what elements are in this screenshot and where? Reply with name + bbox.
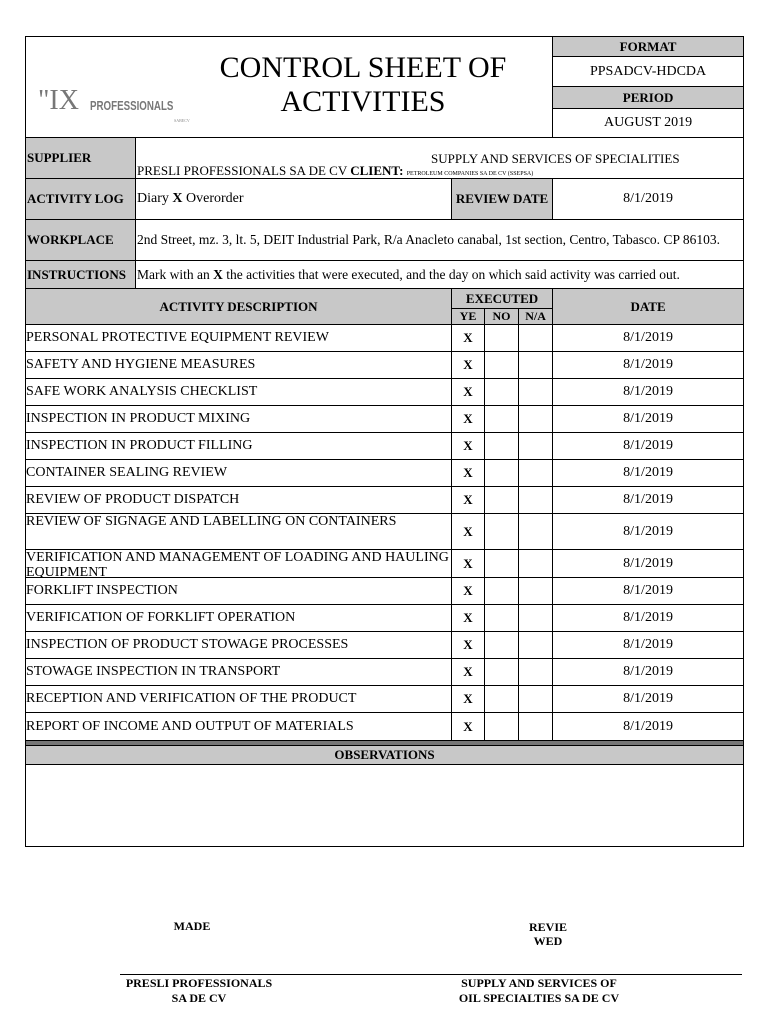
- yes-cell: X: [452, 352, 485, 379]
- company-logo-text: PROFESSIONALS: [90, 98, 174, 113]
- na-cell: [519, 550, 553, 578]
- activity-date: 8/1/2019: [553, 550, 744, 578]
- supplier-name-text: PRESLI PROFESSIONALS SA DE CV: [137, 163, 347, 178]
- instructions-post: the activities that were executed, and the day on which said activity was carried out.: [226, 266, 680, 282]
- diary-text: Diary: [137, 191, 169, 206]
- na-cell: [519, 686, 553, 713]
- activity-date: 8/1/2019: [553, 514, 744, 550]
- activity-log-label: ACTIVITY LOG: [26, 179, 136, 220]
- overorder-text: Overorder: [186, 191, 244, 206]
- no-cell: [485, 686, 519, 713]
- date-header: DATE: [553, 289, 744, 325]
- no-cell: [485, 325, 519, 352]
- activity-description: INSPECTION IN PRODUCT FILLING: [26, 433, 452, 460]
- table-row: [26, 406, 744, 433]
- no-cell: [485, 550, 519, 578]
- executed-header: EXECUTED: [452, 289, 553, 309]
- no-cell: [485, 406, 519, 433]
- activity-description: FORKLIFT INSPECTION: [26, 578, 452, 605]
- table-row: [26, 460, 744, 487]
- na-cell: [519, 379, 553, 406]
- format-label: FORMAT: [553, 37, 744, 57]
- table-row: [26, 550, 744, 578]
- no-header: NO: [485, 309, 519, 325]
- observations-field[interactable]: [26, 765, 744, 847]
- table-row: [26, 325, 744, 352]
- activity-date: 8/1/2019: [553, 406, 744, 433]
- table-row: [26, 713, 744, 741]
- client-label: CLIENT:: [350, 163, 404, 178]
- activity-description: VERIFICATION AND MANAGEMENT OF LOADING AND HAULING EQUIPMENT: [26, 550, 449, 580]
- table-row: [26, 605, 744, 632]
- instructions-pre: Mark with an: [137, 266, 210, 282]
- na-cell: [519, 352, 553, 379]
- na-cell: [519, 659, 553, 686]
- table-row: [26, 379, 744, 406]
- activity-description: REVIEW OF SIGNAGE AND LABELLING ON CONTAINERS: [26, 514, 452, 550]
- period-value: AUGUST 2019: [553, 109, 744, 138]
- control-sheet-table: [25, 36, 744, 847]
- activity-description: INSPECTION OF PRODUCT STOWAGE PROCESSES: [26, 632, 452, 659]
- yes-cell: X: [452, 659, 485, 686]
- activity-date: 8/1/2019: [553, 578, 744, 605]
- supplier-service: SUPPLY AND SERVICES OF SPECIALITIES: [431, 151, 680, 166]
- no-cell: [485, 713, 519, 741]
- made-signatory: [110, 976, 288, 1006]
- activity-date: 8/1/2019: [553, 433, 744, 460]
- table-row: [26, 659, 744, 686]
- company-logo: "IX: [38, 85, 79, 116]
- no-cell: [485, 632, 519, 659]
- activity-description: REVIEW OF PRODUCT DISPATCH: [26, 487, 452, 514]
- observations-label: OBSERVATIONS: [26, 746, 744, 765]
- review-date-value: 8/1/2019: [553, 179, 744, 220]
- na-header: N/A: [519, 309, 553, 325]
- activity-date: 8/1/2019: [553, 713, 744, 741]
- na-cell: [519, 514, 553, 550]
- diary-mark: X: [172, 191, 183, 206]
- yes-cell: X: [452, 487, 485, 514]
- yes-cell: X: [452, 325, 485, 352]
- instructions-mark: X: [213, 266, 223, 282]
- header-area: [26, 37, 552, 137]
- workplace-value: 2nd Street, mz. 3, lt. 5, DEIT Industrial Park, R/a Anacleto canabal, 1st section, Centro, Tabasco. CP 86103.: [136, 220, 744, 261]
- yes-cell: X: [452, 433, 485, 460]
- na-cell: [519, 460, 553, 487]
- na-cell: [519, 713, 553, 741]
- activity-log-value: [136, 179, 452, 220]
- activity-date: 8/1/2019: [553, 352, 744, 379]
- no-cell: [485, 487, 519, 514]
- table-row: [26, 352, 744, 379]
- review-date-label: REVIEW DATE: [452, 179, 553, 220]
- yes-cell: X: [452, 686, 485, 713]
- yes-cell: X: [452, 713, 485, 741]
- format-value: PPSADCV-HDCDA: [553, 57, 744, 87]
- activity-date: 8/1/2019: [553, 460, 744, 487]
- header-logo-title-cell: [26, 37, 553, 138]
- activity-date: 8/1/2019: [553, 605, 744, 632]
- supplier-name: [137, 163, 533, 179]
- signature-line: [120, 974, 742, 975]
- na-cell: [519, 325, 553, 352]
- activity-description: REPORT OF INCOME AND OUTPUT OF MATERIALS: [26, 713, 452, 741]
- made-name-line1: PRESLI PROFESSIONALS: [125, 976, 273, 990]
- activity-date: 8/1/2019: [553, 487, 744, 514]
- reviewed-name-line2: OIL SPECIALTIES SA DE CV: [458, 991, 620, 1005]
- workplace-label: WORKPLACE: [26, 220, 136, 261]
- na-cell: [519, 578, 553, 605]
- yes-cell: X: [452, 578, 485, 605]
- table-row: [26, 632, 744, 659]
- no-cell: [485, 659, 519, 686]
- activity-description: INSPECTION IN PRODUCT MIXING: [26, 406, 452, 433]
- na-cell: [519, 406, 553, 433]
- na-cell: [519, 487, 553, 514]
- no-cell: [485, 578, 519, 605]
- yes-cell: X: [452, 406, 485, 433]
- activity-date: 8/1/2019: [553, 379, 744, 406]
- supplier-label: SUPPLIER: [26, 138, 136, 179]
- yes-cell: X: [452, 632, 485, 659]
- table-row: [26, 514, 744, 550]
- period-label: PERIOD: [553, 87, 744, 109]
- yes-cell: X: [452, 460, 485, 487]
- yes-cell: X: [452, 514, 485, 550]
- no-cell: [485, 605, 519, 632]
- reviewed-signatory: [440, 976, 638, 1006]
- client-value: PETROLEUM COMPANIES SA DE CV (SSEPSA): [406, 171, 534, 177]
- activity-description: PERSONAL PROTECTIVE EQUIPMENT REVIEW: [26, 325, 452, 352]
- no-cell: [485, 352, 519, 379]
- no-cell: [485, 433, 519, 460]
- activity-date: 8/1/2019: [553, 325, 744, 352]
- yes-cell: X: [452, 379, 485, 406]
- activity-description: RECEPTION AND VERIFICATION OF THE PRODUCT: [26, 686, 452, 713]
- table-row: [26, 487, 744, 514]
- activity-description: STOWAGE INSPECTION IN TRANSPORT: [26, 659, 452, 686]
- activity-description: SAFE WORK ANALYSIS CHECKLIST: [26, 379, 452, 406]
- na-cell: [519, 605, 553, 632]
- yes-cell: X: [452, 550, 485, 578]
- company-logo-subtext: SABECV: [174, 118, 190, 123]
- activity-description: SAFETY AND HYGIENE MEASURES: [26, 352, 452, 379]
- no-cell: [485, 460, 519, 487]
- na-cell: [519, 433, 553, 460]
- activity-description: CONTAINER SEALING REVIEW: [26, 460, 452, 487]
- supplier-value-cell: [136, 138, 744, 179]
- page-title: CONTROL SHEET OF ACTIVITIES: [219, 51, 507, 118]
- reviewed-name-line1: SUPPLY AND SERVICES OF: [461, 976, 617, 990]
- activity-description: VERIFICATION OF FORKLIFT OPERATION: [26, 605, 452, 632]
- instructions-value: [136, 261, 744, 289]
- activity-date: 8/1/2019: [553, 632, 744, 659]
- reviewed-label: REVIE WED: [528, 920, 567, 948]
- no-cell: [485, 514, 519, 550]
- no-cell: [485, 379, 519, 406]
- instructions-label: INSTRUCTIONS: [26, 261, 136, 289]
- activity-description-cell: [26, 550, 452, 578]
- made-name-line2: SA DE CV: [171, 991, 227, 1005]
- activity-date: 8/1/2019: [553, 686, 744, 713]
- table-row: [26, 686, 744, 713]
- na-cell: [519, 632, 553, 659]
- activity-description-header: ACTIVITY DESCRIPTION: [26, 289, 452, 325]
- yes-header: YE: [452, 309, 485, 325]
- made-label: MADE: [173, 919, 211, 933]
- table-row: [26, 433, 744, 460]
- activity-date: 8/1/2019: [553, 659, 744, 686]
- table-row: [26, 578, 744, 605]
- yes-cell: X: [452, 605, 485, 632]
